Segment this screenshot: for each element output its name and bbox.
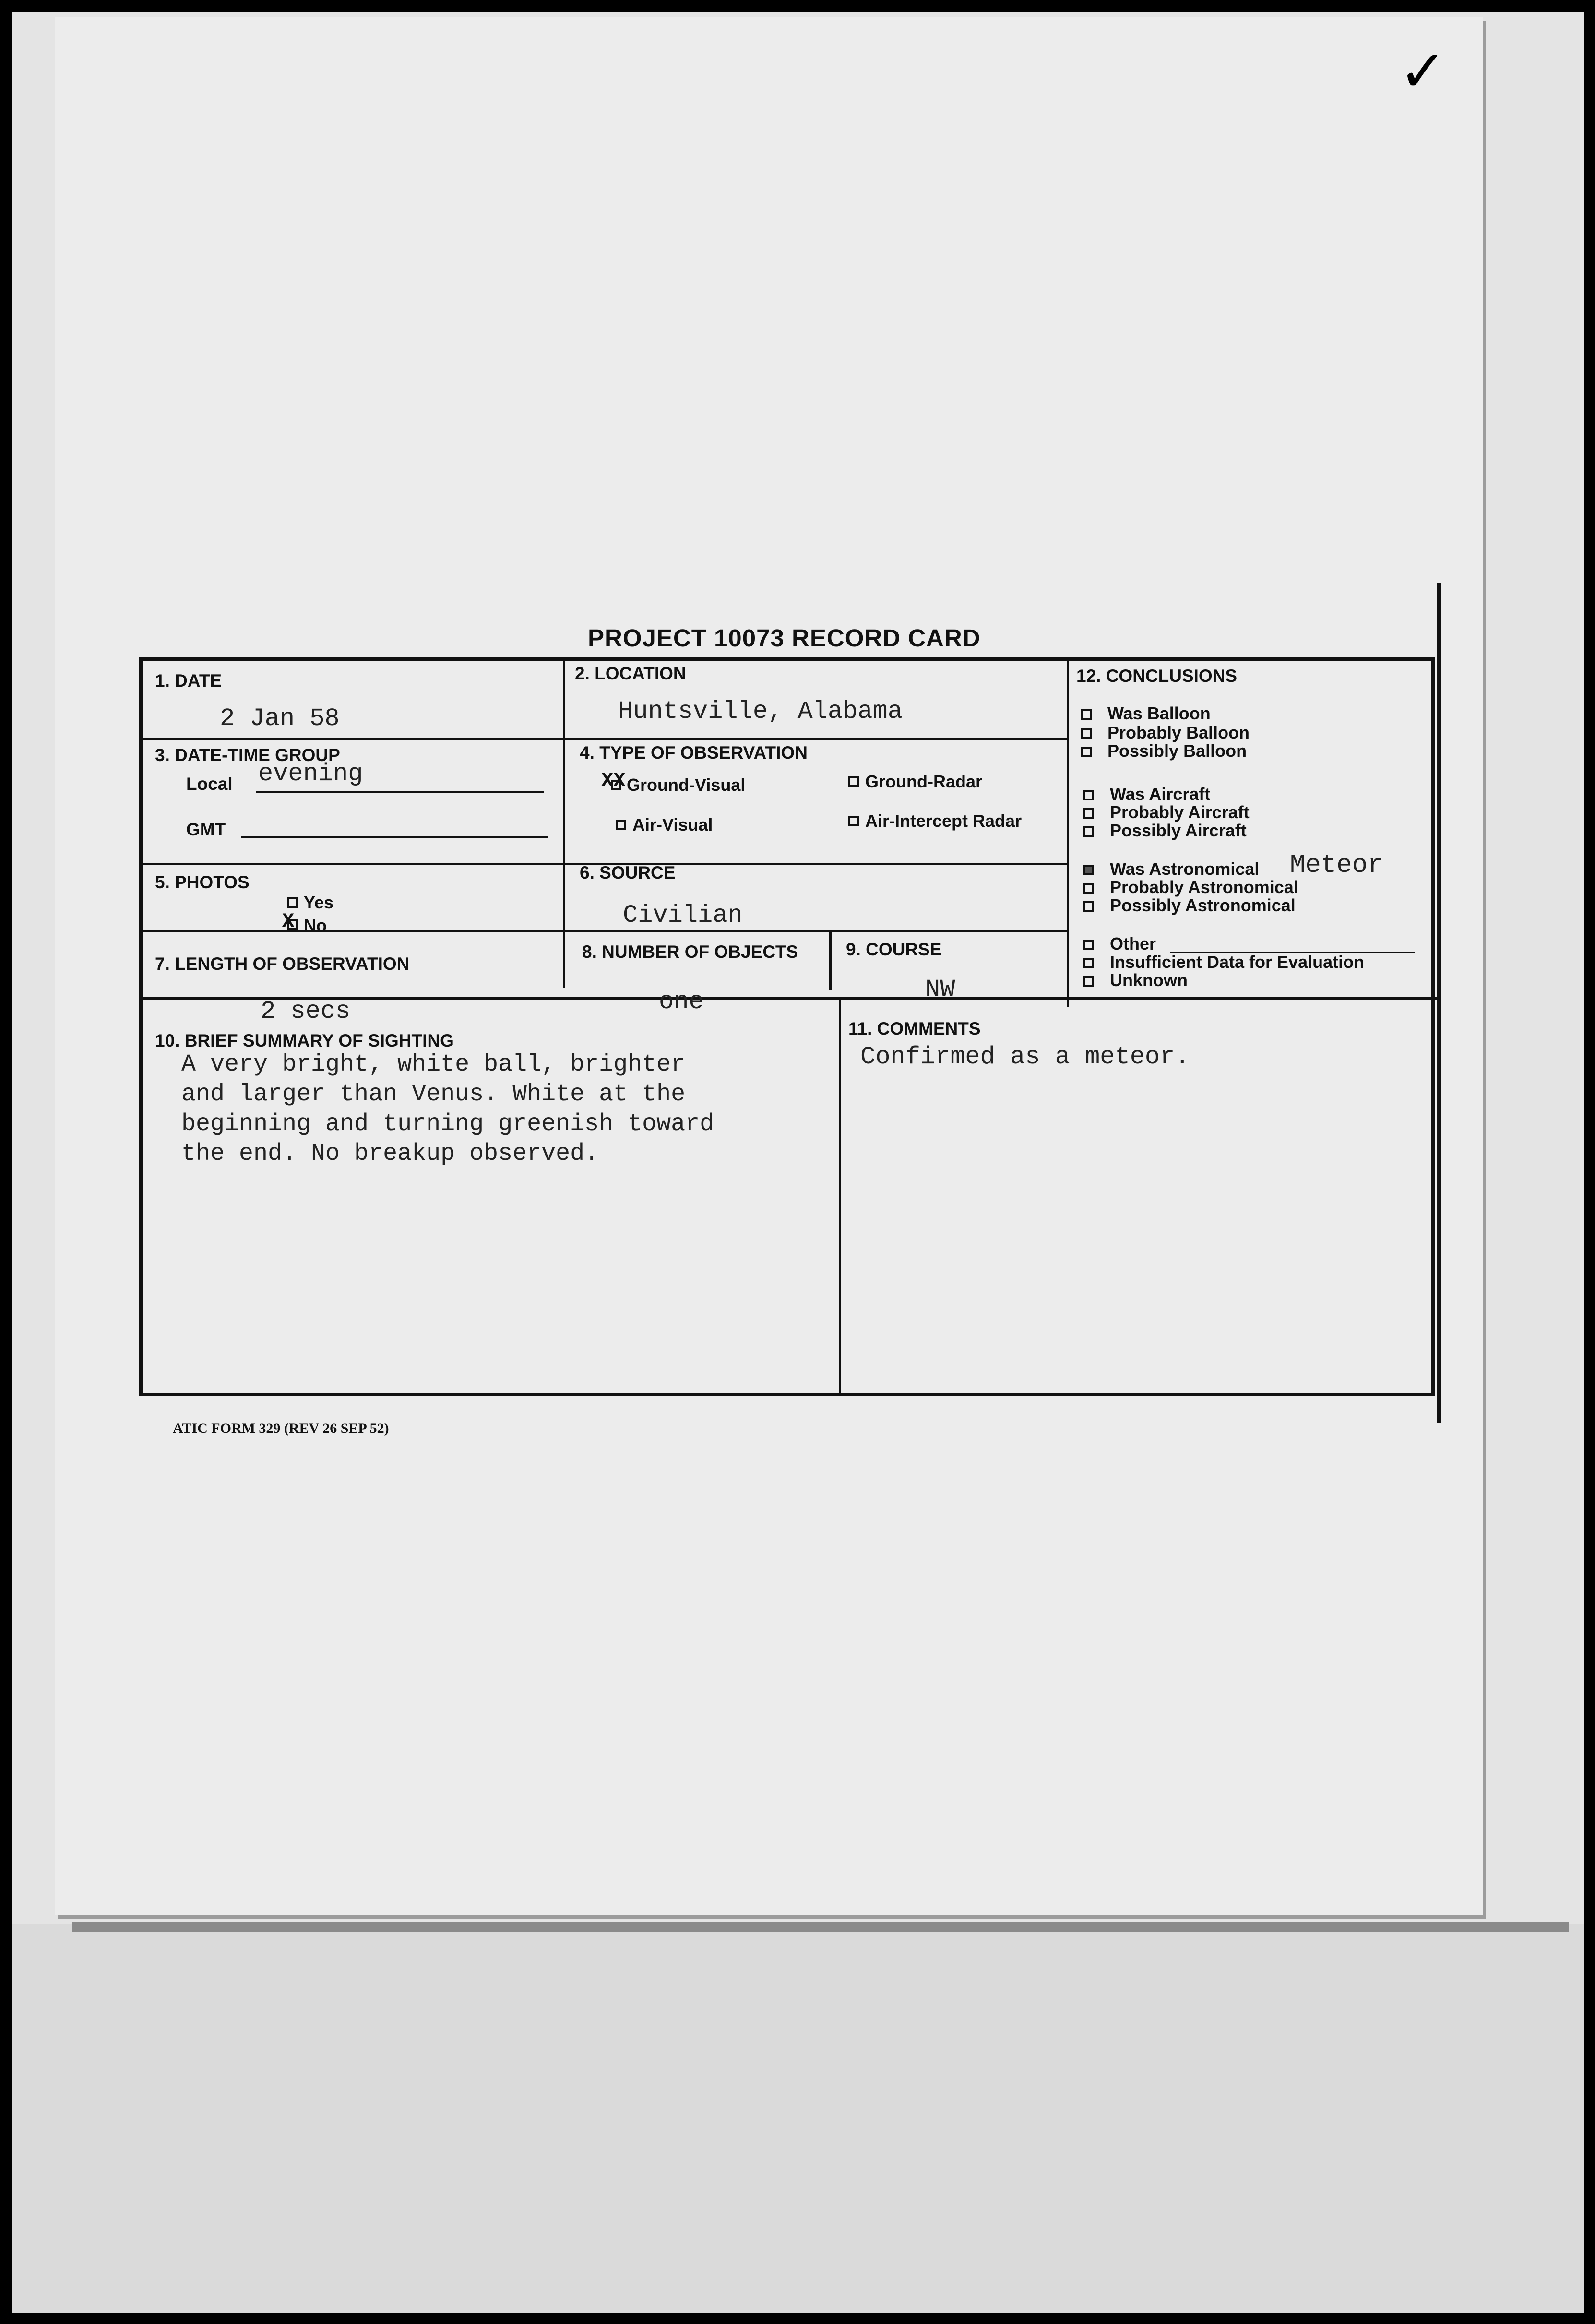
was-aircraft-checkbox xyxy=(1083,790,1094,800)
insufficient-data-label: Insufficient Data for Evaluation xyxy=(1110,952,1365,972)
gmt-underline xyxy=(241,836,548,838)
photos-no-mark: X xyxy=(282,910,295,933)
record-card xyxy=(139,657,1435,1396)
date-value: 2 Jan 58 xyxy=(220,704,340,733)
comments-value: Confirmed as a meteor. xyxy=(860,1043,1190,1071)
photos-yes-checkbox xyxy=(287,897,298,908)
summary-line-3: beginning and turning greenish toward xyxy=(181,1110,714,1138)
date-label: 1. DATE xyxy=(155,671,222,691)
probably-balloon-checkbox xyxy=(1081,728,1092,739)
ground-visual-label: Ground-Visual xyxy=(627,775,746,795)
sheet-shadow xyxy=(72,1922,1569,1932)
local-underline xyxy=(256,791,544,793)
card-edge xyxy=(1437,583,1441,1423)
divider-summary xyxy=(839,1000,841,1395)
source-value: Civilian xyxy=(623,901,743,930)
document-title: PROJECT 10073 RECORD CARD xyxy=(588,624,981,652)
possibly-aircraft-checkbox xyxy=(1083,826,1094,837)
photos-no-label: No xyxy=(304,916,327,935)
astronomical-note: Meteor xyxy=(1290,851,1383,880)
photos-yes-label: Yes xyxy=(304,893,334,912)
air-visual-label: Air-Visual xyxy=(632,815,713,834)
was-aircraft-label: Was Aircraft xyxy=(1110,784,1211,804)
possibly-balloon-label: Possibly Balloon xyxy=(1107,741,1247,761)
probably-aircraft-label: Probably Aircraft xyxy=(1110,802,1250,822)
brief-summary-text xyxy=(181,1050,714,1169)
was-astronomical-checkbox xyxy=(1083,865,1094,875)
number-of-objects-value: one xyxy=(659,988,704,1016)
was-balloon-checkbox xyxy=(1081,709,1092,720)
air-intercept-radar-checkbox xyxy=(848,816,859,826)
other-label: Other xyxy=(1110,934,1156,953)
conclusions-label: 12. CONCLUSIONS xyxy=(1076,666,1238,686)
length-of-observation-label: 7. LENGTH OF OBSERVATION xyxy=(155,954,410,974)
scan-lower-band xyxy=(12,1924,1584,2313)
summary-line-4: the end. No breakup observed. xyxy=(181,1140,599,1168)
possibly-aircraft-label: Possibly Aircraft xyxy=(1110,821,1247,840)
check-tick-mark: ✓ xyxy=(1399,39,1447,104)
air-visual-checkbox xyxy=(616,820,626,830)
possibly-astronomical-checkbox xyxy=(1083,901,1094,912)
ground-radar-checkbox xyxy=(848,776,859,787)
form-footer: ATIC FORM 329 (REV 26 SEP 52) xyxy=(173,1420,389,1436)
brief-summary-label: 10. BRIEF SUMMARY OF SIGHTING xyxy=(155,1031,454,1050)
photos-no-checkbox xyxy=(287,919,298,930)
divider-row1 xyxy=(143,738,1069,740)
probably-balloon-label: Probably Balloon xyxy=(1107,723,1250,742)
date-time-group-label: 3. DATE-TIME GROUP xyxy=(155,745,340,765)
ground-visual-mark: XX xyxy=(601,769,626,792)
source-label: 6. SOURCE xyxy=(580,863,676,882)
divider-course xyxy=(829,930,832,990)
probably-astronomical-label: Probably Astronomical xyxy=(1110,877,1298,897)
comments-label: 11. COMMENTS xyxy=(848,1019,981,1038)
air-intercept-radar-label: Air-Intercept Radar xyxy=(865,811,1022,831)
summary-line-2: and larger than Venus. White at the xyxy=(181,1081,686,1108)
divider-col1 xyxy=(563,661,565,988)
unknown-checkbox xyxy=(1083,976,1094,987)
ground-visual-checkbox xyxy=(611,780,621,790)
possibly-astronomical-label: Possibly Astronomical xyxy=(1110,895,1296,915)
divider-col2 xyxy=(1067,661,1069,1007)
gmt-label: GMT xyxy=(186,820,226,839)
was-astronomical-label: Was Astronomical xyxy=(1110,859,1260,879)
local-label: Local xyxy=(186,774,233,794)
course-label: 9. COURSE xyxy=(846,940,942,959)
insufficient-data-checkbox xyxy=(1083,958,1094,968)
other-checkbox xyxy=(1083,940,1094,950)
possibly-balloon-checkbox xyxy=(1081,747,1092,757)
location-value: Huntsville, Alabama xyxy=(618,697,903,726)
summary-line-1: A very bright, white ball, brighter xyxy=(181,1051,686,1078)
location-label: 2. LOCATION xyxy=(575,664,686,683)
number-of-objects-label: 8. NUMBER OF OBJECTS xyxy=(582,942,798,962)
type-of-observation-label: 4. TYPE OF OBSERVATION xyxy=(580,743,808,763)
photos-label: 5. PHOTOS xyxy=(155,872,250,892)
probably-astronomical-checkbox xyxy=(1083,883,1094,894)
was-balloon-label: Was Balloon xyxy=(1107,703,1211,723)
course-value: NW xyxy=(925,976,955,1004)
ground-radar-label: Ground-Radar xyxy=(865,772,983,791)
probably-aircraft-checkbox xyxy=(1083,808,1094,819)
length-of-observation-value: 2 secs xyxy=(261,997,351,1025)
unknown-label: Unknown xyxy=(1110,970,1188,990)
local-value: evening xyxy=(258,760,363,788)
